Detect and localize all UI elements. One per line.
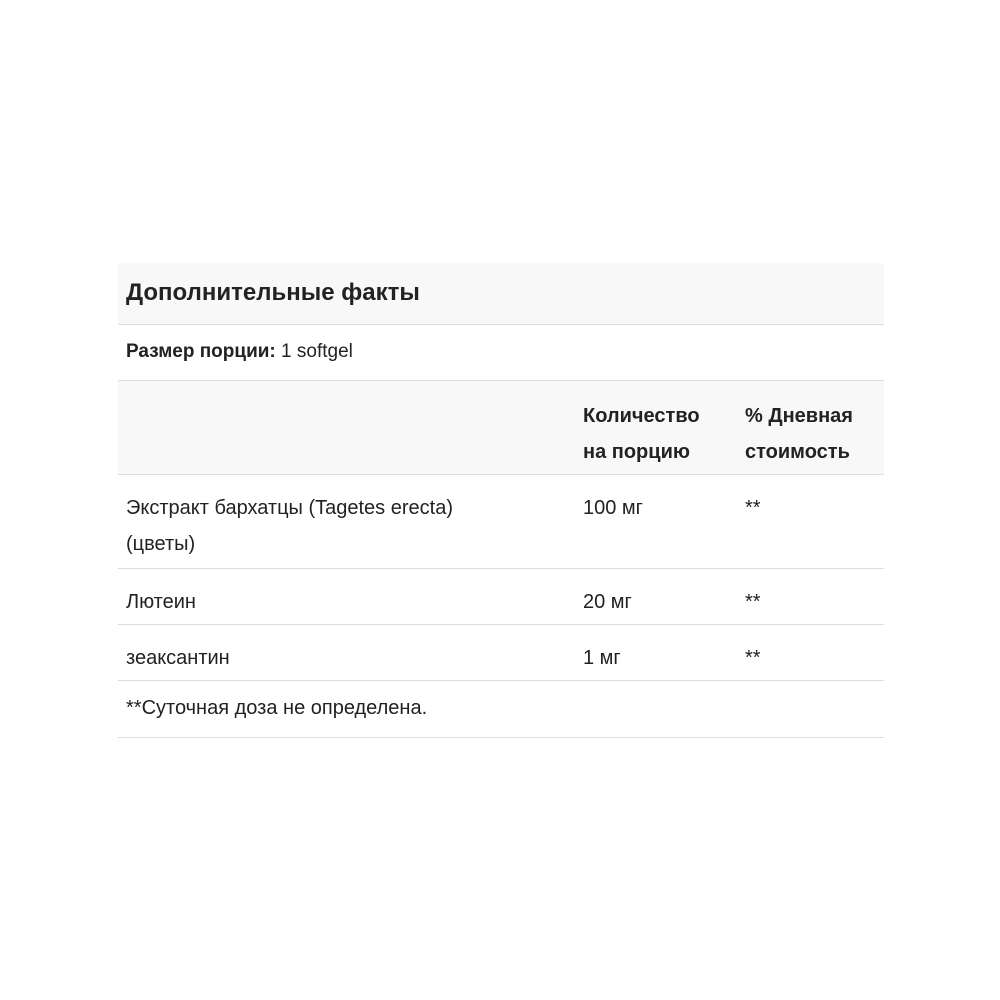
amount-per-serving-header — [583, 398, 738, 470]
serving-size — [126, 341, 353, 363]
amount-header-line1: Количество — [583, 405, 700, 427]
ingredient-daily-value: ** — [745, 647, 761, 669]
ingredient-daily-value: ** — [745, 591, 761, 613]
dv-header-line1: % Дневная — [745, 405, 853, 427]
ingredient-daily-value: ** — [745, 497, 761, 519]
table-title: Дополнительные факты — [126, 279, 420, 306]
ingredient-amount: 1 мг — [583, 647, 621, 669]
serving-size-row — [118, 325, 884, 381]
daily-value-header — [745, 398, 885, 470]
footnote-row — [118, 681, 884, 738]
column-header-row — [118, 381, 884, 475]
footnote: **Суточная доза не определена. — [126, 697, 428, 719]
ingredient-name: зеаксантин — [126, 647, 230, 669]
ingredient-amount: 20 мг — [583, 591, 632, 613]
table-row — [118, 475, 884, 569]
ingredient-name-line2: (цветы) — [126, 533, 196, 555]
serving-size-value: 1 softgel — [281, 341, 353, 362]
ingredient-name: Лютеин — [126, 591, 196, 613]
table-row — [118, 625, 884, 681]
title-row — [118, 263, 884, 325]
amount-header-line2: на порцию — [583, 441, 690, 463]
table-row — [118, 569, 884, 625]
dv-header-line2: стоимость — [745, 441, 850, 463]
serving-size-label: Размер порции: — [126, 341, 276, 362]
supplement-facts-table — [118, 263, 884, 738]
ingredient-name — [126, 490, 546, 562]
ingredient-amount: 100 мг — [583, 497, 643, 519]
ingredient-name-line1: Экстракт бархатцы (Tagetes erecta) — [126, 497, 453, 519]
